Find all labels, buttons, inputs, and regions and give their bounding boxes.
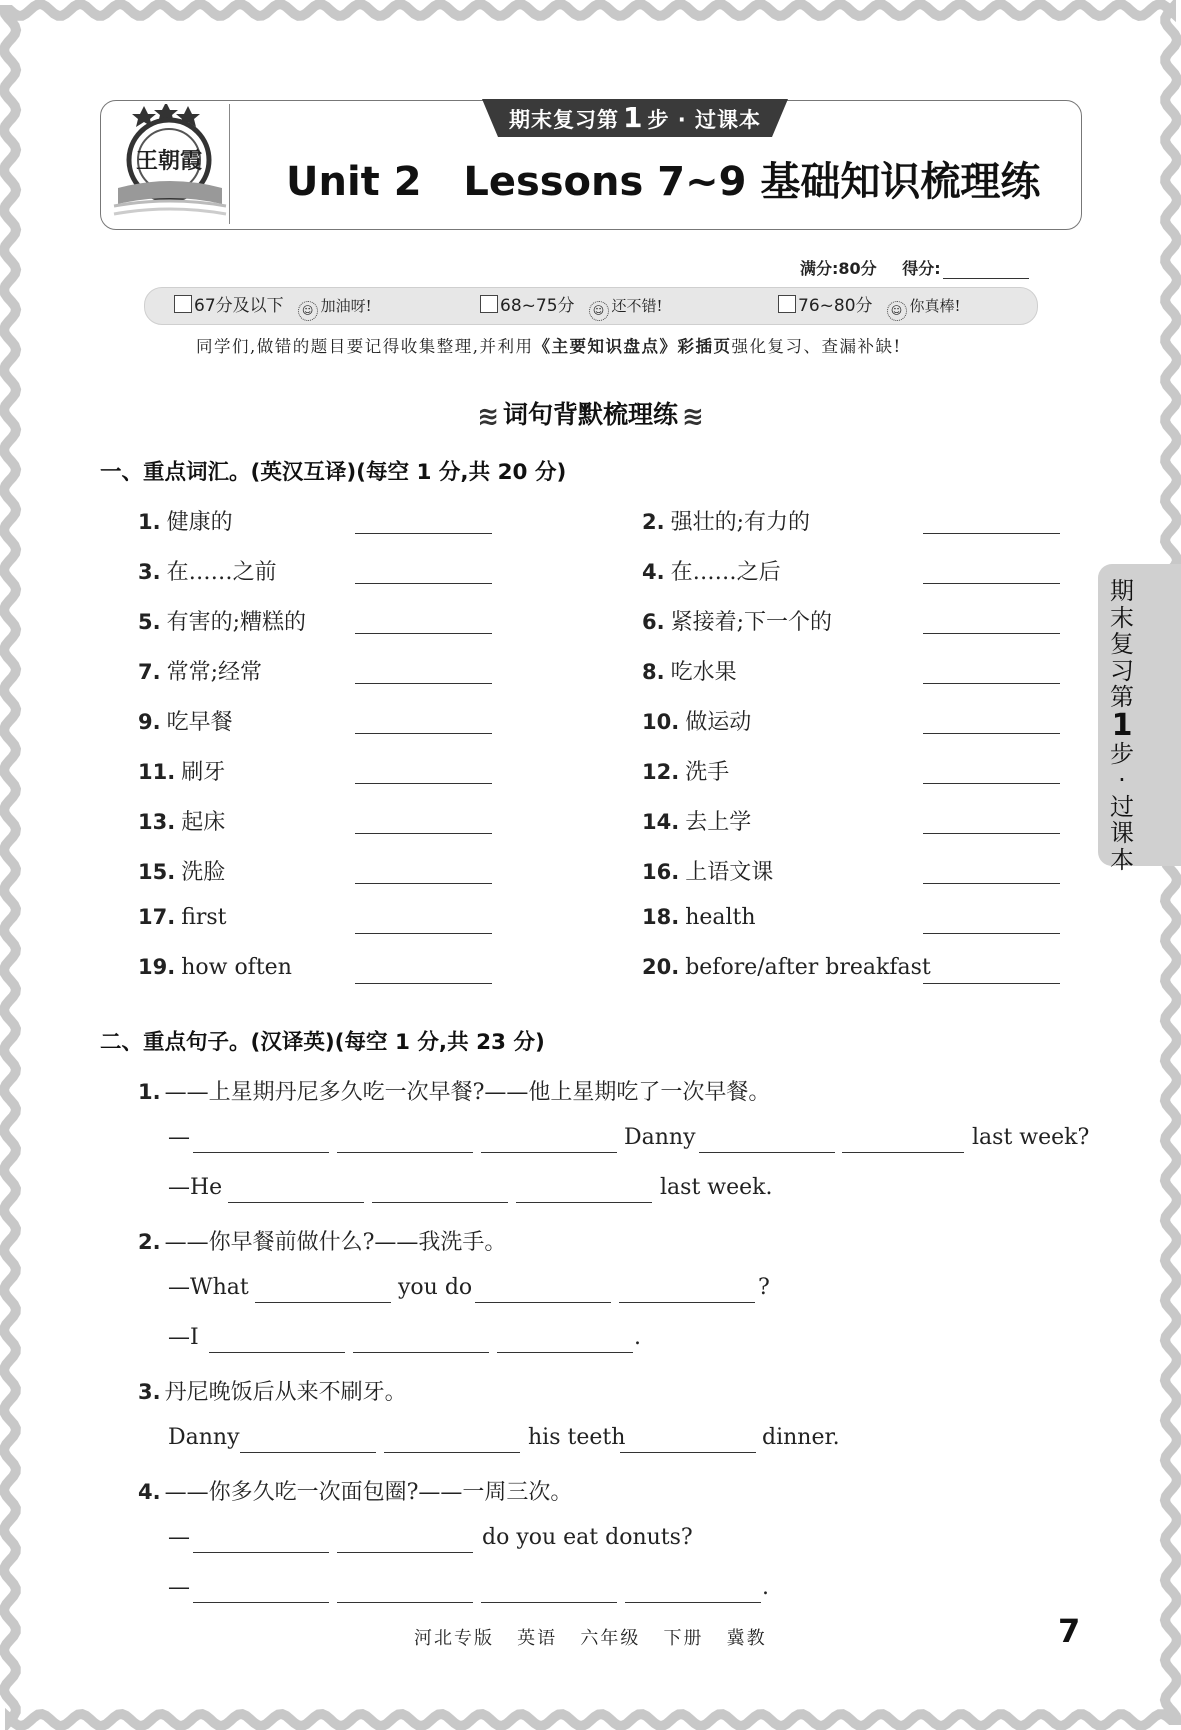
logo-emblem — [112, 104, 228, 222]
q2-period: . — [634, 1325, 641, 1350]
vocab-text: 吃水果 — [670, 660, 737, 685]
vocab-item-4 — [642, 555, 781, 586]
q4-blank-6[interactable] — [625, 1602, 761, 1603]
q1-blank-3[interactable] — [481, 1152, 617, 1153]
vocab-number: 17. — [138, 905, 176, 929]
logo-text: 王朝霞 — [135, 148, 203, 174]
wave-icon: ≋ — [477, 402, 499, 432]
vocab-text: 起床 — [181, 810, 226, 835]
vocab-item-1 — [138, 505, 233, 536]
vocab-answer-blank-11[interactable] — [355, 783, 492, 784]
vocab-text: 健康的 — [166, 510, 233, 535]
full-score-label: 满分:80分 — [800, 259, 877, 278]
logo-divider — [229, 104, 230, 224]
q4-dash-2: — — [168, 1575, 190, 1600]
vocab-text: 刷牙 — [181, 760, 226, 785]
vocab-item-12 — [642, 755, 729, 786]
q1-prompt: 1. ——上星期丹尼多久吃一次早餐?——他上星期吃了一次早餐。 — [138, 1080, 771, 1105]
q1-blank-4[interactable] — [699, 1152, 835, 1153]
q2-blank-5[interactable] — [353, 1352, 489, 1353]
side-tab-char: 过 — [1110, 792, 1134, 821]
q2-blank-1[interactable] — [255, 1302, 391, 1303]
vocab-text: 强壮的;有力的 — [670, 510, 811, 535]
vocab-number: 20. — [642, 955, 680, 979]
vocab-answer-blank-2[interactable] — [923, 533, 1060, 534]
face-icon: ☺ — [298, 301, 318, 321]
q4-period: . — [762, 1575, 769, 1600]
q4-prompt: 4. ——你多久吃一次面包圈?——一周三次。 — [138, 1480, 573, 1505]
q3-blank-1[interactable] — [240, 1452, 376, 1453]
vocab-text: first — [181, 905, 227, 930]
q1-blank-1[interactable] — [193, 1152, 329, 1153]
side-tab-char: · — [1118, 766, 1126, 794]
vocab-answer-blank-14[interactable] — [923, 833, 1060, 834]
section-title: ≋ 词句背默梳理练 ≋ — [477, 400, 704, 432]
score-blank[interactable] — [943, 260, 1029, 279]
q1-lastweek-2: last week. — [660, 1175, 773, 1200]
vocab-answer-blank-20[interactable] — [923, 983, 1060, 984]
vocab-item-2 — [642, 505, 810, 536]
q2-blank-4[interactable] — [209, 1352, 345, 1353]
q1-blank-2[interactable] — [337, 1152, 473, 1153]
vocab-answer-blank-1[interactable] — [355, 533, 492, 534]
vocab-answer-blank-19[interactable] — [355, 983, 492, 984]
q1-word-lastweek: last week? — [972, 1125, 1090, 1150]
vocab-item-15 — [138, 855, 225, 886]
grade-checkbox-2[interactable] — [480, 295, 498, 313]
side-tab-char: 复 — [1110, 630, 1134, 658]
vocab-number: 1. — [138, 510, 161, 534]
vocab-answer-blank-16[interactable] — [923, 883, 1060, 884]
q1-blank-8[interactable] — [516, 1202, 652, 1203]
grade-checkbox-3[interactable] — [778, 295, 796, 313]
vocab-number: 10. — [642, 710, 680, 734]
part1-heading: 一、重点词汇。(英汉互译)(每空 1 分,共 20 分) — [100, 460, 567, 485]
vocab-number: 2. — [642, 510, 665, 534]
grade-checkbox-1[interactable] — [174, 295, 192, 313]
vocab-text: before/after breakfast — [685, 955, 931, 980]
q3-blank-3[interactable] — [620, 1452, 756, 1453]
vocab-answer-blank-8[interactable] — [923, 683, 1060, 684]
vocab-text: 去上学 — [685, 810, 752, 835]
vocab-item-8 — [642, 655, 737, 686]
side-tab-char: 第 — [1110, 683, 1134, 711]
q4-blank-3[interactable] — [193, 1602, 329, 1603]
vocab-number: 8. — [642, 660, 665, 684]
vocab-number: 3. — [138, 560, 161, 584]
side-tab-char: 习 — [1110, 656, 1134, 685]
q2-prompt: 2. ——你早餐前做什么?——我洗手。 — [138, 1230, 507, 1255]
vocab-item-14 — [642, 805, 751, 836]
vocab-text: 有害的;糟糕的 — [166, 610, 307, 635]
q4-dash-1: — — [168, 1525, 190, 1550]
vocab-number: 5. — [138, 610, 161, 634]
q3-blank-2[interactable] — [384, 1452, 520, 1453]
vocab-number: 19. — [138, 955, 176, 979]
vocab-answer-blank-7[interactable] — [355, 683, 492, 684]
wave-icon: ≋ — [682, 402, 704, 432]
side-tab-char: 步 — [1110, 739, 1134, 768]
vocab-item-6 — [642, 605, 832, 636]
vocab-item-18 — [642, 905, 756, 930]
vocab-answer-blank-12[interactable] — [923, 783, 1060, 784]
side-tab-char: 末 — [1110, 603, 1134, 632]
vocab-number: 18. — [642, 905, 680, 929]
vocab-number: 16. — [642, 860, 680, 884]
vocab-item-20 — [642, 955, 931, 980]
vocab-answer-blank-5[interactable] — [355, 633, 492, 634]
vocab-text: 常常;经常 — [166, 660, 263, 685]
vocab-number: 11. — [138, 760, 176, 784]
vocab-answer-blank-18[interactable] — [923, 933, 1060, 934]
q2-blank-6[interactable] — [497, 1352, 633, 1353]
vocab-item-11 — [138, 755, 225, 786]
side-tab-step: 1 — [1111, 707, 1133, 743]
vocab-text: 上语文课 — [685, 860, 774, 885]
vocab-number: 14. — [642, 810, 680, 834]
face-icon: ☺ — [887, 301, 907, 321]
vocab-answer-blank-17[interactable] — [355, 933, 492, 934]
vocab-text: 在……之后 — [670, 560, 781, 585]
q2-i: —I — [168, 1325, 199, 1350]
q1-word-danny: Danny — [624, 1125, 696, 1150]
q1-he: —He — [168, 1175, 223, 1200]
vocab-text: 洗脸 — [181, 860, 226, 885]
vocab-item-3 — [138, 555, 277, 586]
q2-blank-3[interactable] — [619, 1302, 755, 1303]
vocab-text: health — [685, 905, 756, 930]
vocab-number: 9. — [138, 710, 161, 734]
vocab-text: 洗手 — [685, 760, 730, 785]
side-tab-char: 期 — [1110, 577, 1134, 605]
q4-blank-2[interactable] — [337, 1552, 473, 1553]
side-tab-char: 本 — [1110, 845, 1134, 874]
score-line — [800, 256, 1029, 279]
vocab-number: 13. — [138, 810, 176, 834]
vocab-item-7 — [138, 655, 262, 686]
notice-text: 同学们,做错的题目要记得收集整理,并利用《主要知识盘点》彩插页强化复习、查漏补缺! — [196, 337, 902, 356]
q2-qmark: ? — [758, 1275, 770, 1300]
vocab-item-10 — [642, 705, 751, 736]
face-icon: ☺ — [589, 301, 609, 321]
q4-doyou: do you eat donuts? — [482, 1525, 693, 1550]
vocab-answer-blank-13[interactable] — [355, 833, 492, 834]
vocab-item-9 — [138, 705, 233, 736]
q4-blank-5[interactable] — [481, 1602, 617, 1603]
vocab-item-13 — [138, 805, 225, 836]
vocab-number: 15. — [138, 860, 176, 884]
vocab-item-17 — [138, 905, 227, 930]
q1-dash: — — [168, 1125, 190, 1150]
vocab-number: 7. — [138, 660, 161, 684]
vocab-answer-blank-15[interactable] — [355, 883, 492, 884]
q3-danny: Danny — [168, 1425, 240, 1450]
grade-option-3: 76~80分 ☺ 你真棒! — [778, 293, 961, 319]
part2-heading: 二、重点句子。(汉译英)(每空 1 分,共 23 分) — [100, 1030, 545, 1055]
q2-what: —What — [168, 1275, 249, 1300]
q2-youdo: you do — [398, 1275, 473, 1300]
q2-blank-2[interactable] — [475, 1302, 611, 1303]
vocab-item-5 — [138, 605, 306, 636]
banner-step: 1 — [622, 101, 644, 134]
q3-prompt: 3. 丹尼晚饭后从来不刷牙。 — [138, 1380, 407, 1405]
q4-blank-4[interactable] — [337, 1602, 473, 1603]
page-number: 7 — [1058, 1612, 1081, 1650]
q1-blank-6[interactable] — [228, 1202, 364, 1203]
vocab-answer-blank-10[interactable] — [923, 733, 1060, 734]
q1-blank-5[interactable] — [842, 1152, 964, 1153]
vocab-text: 在……之前 — [166, 560, 277, 585]
grade-option-1: 67分及以下 ☺ 加油呀! — [174, 293, 372, 319]
vocab-item-16 — [642, 855, 773, 886]
vocab-answer-blank-9[interactable] — [355, 733, 492, 734]
vocab-number: 12. — [642, 760, 680, 784]
grade-option-2: 68~75分 ☺ 还不错! — [480, 293, 663, 319]
vocab-text: 吃早餐 — [166, 710, 233, 735]
vocab-text: 做运动 — [685, 710, 752, 735]
vocab-answer-blank-3[interactable] — [355, 583, 492, 584]
vocab-number: 6. — [642, 610, 665, 634]
page-title: Unit 2 Lessons 7~9 基础知识梳理练 — [286, 159, 1041, 205]
vocab-answer-blank-4[interactable] — [923, 583, 1060, 584]
q1-blank-7[interactable] — [372, 1202, 508, 1203]
vocab-text: 紧接着;下一个的 — [670, 610, 833, 635]
score-got-label: 得分: — [902, 259, 941, 278]
vocab-item-19 — [138, 955, 292, 980]
vocab-number: 4. — [642, 560, 665, 584]
side-tab-char: 课 — [1110, 819, 1134, 847]
q3-dinner: dinner. — [762, 1425, 840, 1450]
q4-blank-1[interactable] — [193, 1552, 329, 1553]
footer-edition: 河北专版 英语 六年级 下册 冀教 — [414, 1628, 767, 1649]
vocab-text: how often — [181, 955, 292, 980]
vocab-answer-blank-6[interactable] — [923, 633, 1060, 634]
banner-label: 期末复习第 1 步 · 过课本 — [508, 101, 762, 134]
side-tab-label — [1098, 578, 1146, 873]
q3-histeeth: his teeth — [528, 1425, 626, 1450]
